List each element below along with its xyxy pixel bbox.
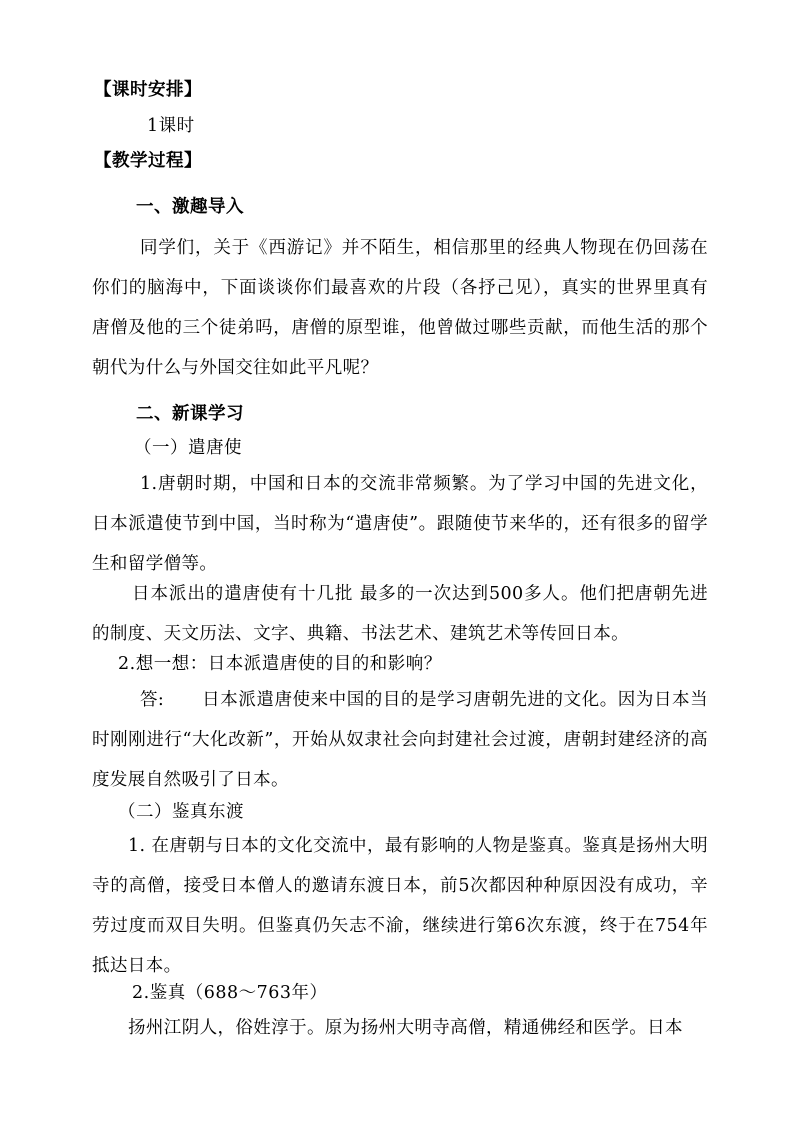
part-2-title: （二）鉴真东渡 (118, 802, 244, 822)
part-1-item-2: 2.想一想：日本派遣唐使的目的和影响？ (118, 654, 442, 674)
section-1-heading: 一、激趣导入 (136, 197, 244, 217)
part-1-answer (92, 680, 708, 800)
part-1-title: （一）遣唐使 (134, 438, 242, 458)
part-2-item-1: 1. 在唐朝与日本的文化交流中，最有影响的人物是鉴真。鉴真是扬州大明寺的高僧，接受日本僧人的邀请东渡日本，前5次都因种种原因没有成功，辛劳过度而双目失明。但鉴真仍矢志不渝，继续进行第6次东渡，终于在754年抵达日本。 (92, 836, 708, 976)
part-2-item-2-detail: 扬州江阴人，俗姓淳于。原为扬州大明寺高僧，精通佛经和医学。日本 (128, 1018, 683, 1038)
section-2-heading: 二、新课学习 (136, 404, 244, 424)
schedule-heading: 【课时安排】 (94, 80, 202, 100)
part-2-item-2: 2.鉴真（688～763年） (132, 983, 328, 1003)
answer-label: 答: (140, 690, 165, 710)
intro-paragraph: 同学们，关于《西游记》并不陌生，相信那里的经典人物现在仍回荡在你们的脑海中，下面谈谈你们最喜欢的片段（各抒己见），真实的世界里真有唐僧及他的三个徒弟吗，唐僧的原型谁，他曾做过哪些贡献，而他生活的那个朝代为什么与外国交往如此平凡呢？ (92, 238, 708, 378)
answer-text: 日本派遣唐使来中国的目的是学习唐朝先进的文化。因为日本当时刚刚进行“大化改新”，开始从奴隶社会向封建社会过渡，唐朝封建经济的高度发展自然吸引了日本。 (92, 690, 708, 790)
part-1-item-1: 1.唐朝时期，中国和日本的交流非常频繁。为了学习中国的先进文化，日本派遣使节到中国，当时称为“遣唐使”。跟随使节来华的，还有很多的留学生和留学僧等。 (92, 474, 708, 574)
process-heading: 【教学过程】 (94, 151, 202, 171)
schedule-value: 1课时 (147, 116, 195, 136)
part-1-item-1-detail: 日本派出的遣唐使有十几批 最多的一次达到500多人。他们把唐朝先进的制度、天文历法、文字、典籍、书法艺术、建筑艺术等传回日本。 (92, 584, 708, 644)
